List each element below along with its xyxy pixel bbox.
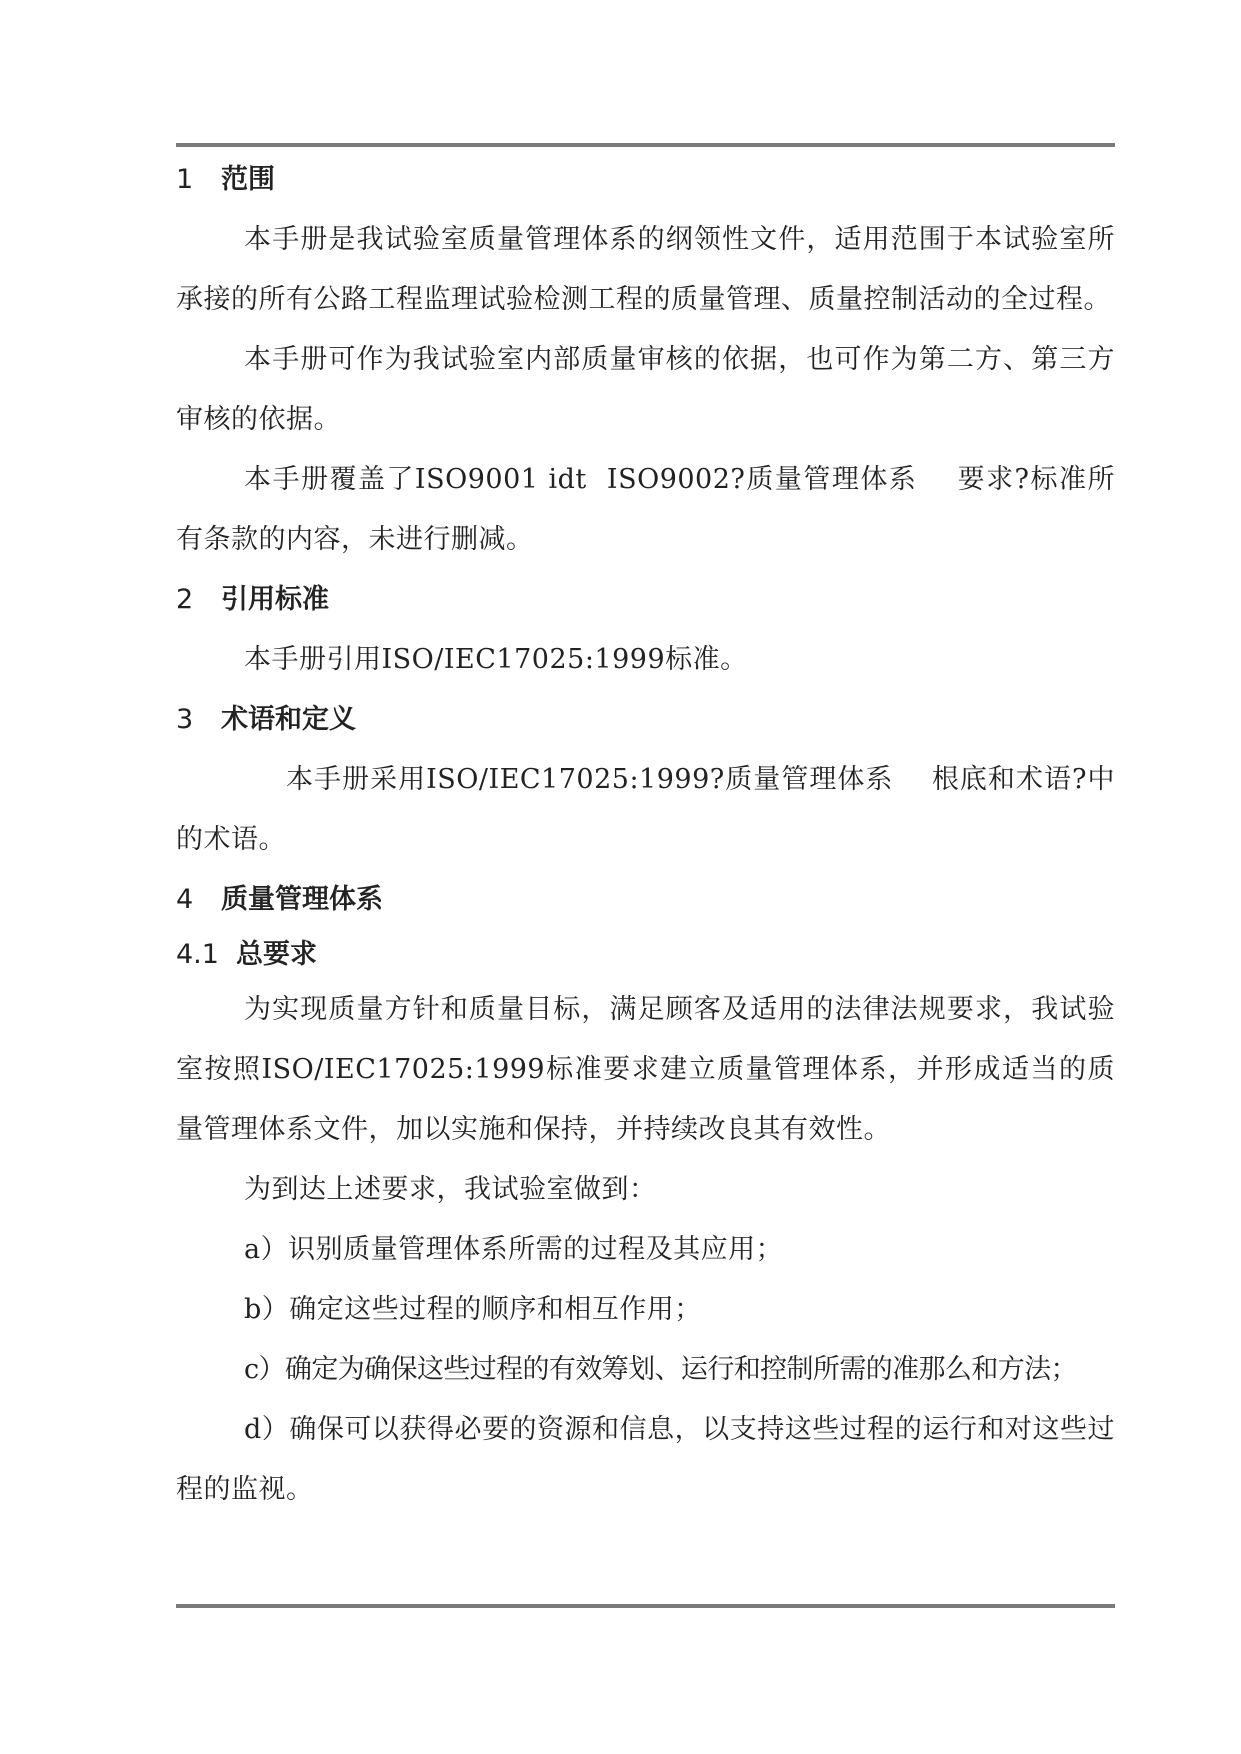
header-rule (176, 143, 1115, 147)
section-number: 2 (176, 584, 194, 615)
section-title: 总要求 (236, 939, 317, 970)
footer-rule (176, 1604, 1115, 1608)
subsection-heading-general-requirements (176, 930, 1115, 980)
section-number: 4 (176, 884, 194, 915)
section-title: 引用标准 (221, 584, 329, 615)
section-heading-scope (176, 150, 1115, 210)
section-heading-qms (176, 870, 1115, 930)
paragraph: 为到达上述要求，我试验室做到： (244, 1174, 657, 1205)
section-heading-references (176, 570, 1115, 630)
paragraph: 本手册可作为我试验室内部质量审核的依据，也可作为第二方、第三方审核的依据。 (176, 344, 1115, 435)
paragraph: 本手册是我试验室质量管理体系的纲领性文件，适用范围于本试验室所承接的所有公路工程监理试验检测工程的质量管理、质量控制活动的全过程。 (176, 224, 1115, 315)
section-number: 1 (176, 164, 194, 195)
paragraph: 本手册覆盖了ISO9001 idt ISO9002?质量管理体系 要求?标准所有条款的内容，未进行删减。 (176, 464, 1115, 555)
document-body (176, 150, 1115, 1520)
list-item: d）确保可以获得必要的资源和信息，以支持这些过程的运行和对这些过程的监视。 (176, 1414, 1115, 1505)
section-title: 术语和定义 (221, 704, 356, 735)
section-number: 4.1 (176, 939, 219, 970)
list-item: a）识别质量管理体系所需的过程及其应用； (244, 1234, 784, 1265)
list-item: c）确定为确保这些过程的有效筹划、运行和控制所需的准那么和方法； (244, 1354, 1077, 1385)
paragraph: 为实现质量方针和质量目标，满足顾客及适用的法律法规要求，我试验室按照ISO/IEC17025:1999标准要求建立质量管理体系，并形成适当的质量管理体系文件，加以实施和保持，并持续改良其有效性。 (176, 994, 1115, 1145)
section-heading-terms (176, 690, 1115, 750)
list-item: b）确定这些过程的顺序和相互作用； (244, 1294, 702, 1325)
section-number: 3 (176, 704, 194, 735)
section-title: 范围 (221, 164, 275, 195)
paragraph: 本手册采用ISO/IEC17025:1999?质量管理体系 根底和术语?中的术语。 (176, 764, 1115, 855)
section-title: 质量管理体系 (221, 884, 383, 915)
paragraph: 本手册引用ISO/IEC17025:1999标准。 (244, 644, 748, 675)
